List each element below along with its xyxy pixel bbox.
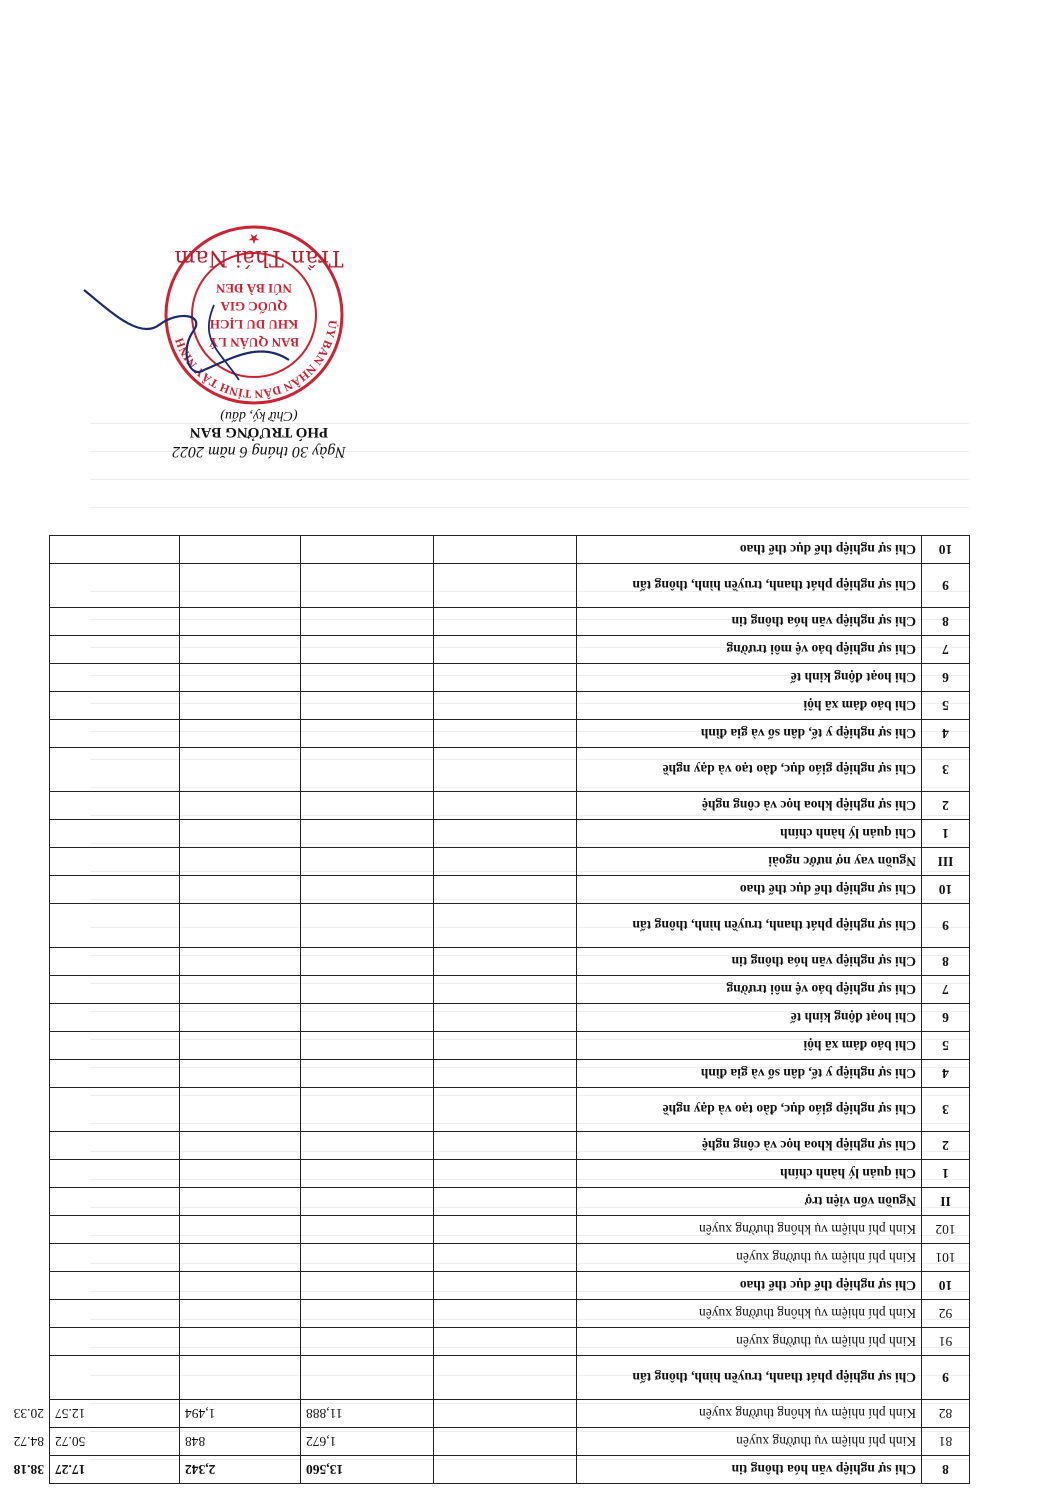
table-row [50,1004,970,1032]
row-name-cell: Chi sự nghiệp bảo vệ môi trường [577,636,922,664]
value-cell [434,1216,577,1244]
row-name-cell: Chi sự nghiệp thể dục thể thao [577,876,922,904]
value-cell [434,1004,577,1032]
value-cell [434,564,577,608]
value-cell [180,1328,301,1356]
value-cell [434,1088,577,1132]
value-cell [434,792,577,820]
value-cell [434,692,577,720]
value-cell [434,1456,577,1484]
row-name-cell: Chi sự nghiệp thể dục thể thao [577,1272,922,1300]
value-cell [434,1356,577,1400]
value-cell [50,1032,180,1060]
table-row [50,948,970,976]
value-cell [434,1132,577,1160]
row-name-cell: Nguồn vay nợ nước ngoài [577,848,922,876]
value-cell [180,1004,301,1032]
budget-table-body [13,536,970,1484]
value-cell [50,948,180,976]
value-cell [301,1300,434,1328]
value-cell [301,664,434,692]
value-cell [301,976,434,1004]
row-name-cell: Chi hoạt động kinh tế [577,664,922,692]
row-number-cell: 81 [922,1428,970,1456]
value-cell [301,1244,434,1272]
value-cell [50,720,180,748]
signer-title: PHÓ TRƯỞNG BAN [189,424,329,440]
value-cell [301,948,434,976]
value-cell [50,1132,180,1160]
seal-line: QUỐC GIA [220,299,288,314]
row-name-cell: Chi sự nghiệp thể dục thể thao [577,536,922,564]
value-cell [50,1188,180,1216]
table-row [50,1328,970,1356]
value-cell [50,608,180,636]
row-name-cell: Chi sự nghiệp y tế, dân số và gia đình [577,1060,922,1088]
row-name-cell: Chi quản lý hành chính [577,1160,922,1188]
value-cell [301,1004,434,1032]
seal-line: BAN QUẢN LÝ [208,335,300,350]
table-row [50,976,970,1004]
table-row [50,1032,970,1060]
value-cell [434,820,577,848]
table-row: 8 Chi sự nghiệp văn hóa thông tin 13,560 2,342 17.27 38.18 [50,1456,970,1484]
value-cell [50,1356,180,1400]
row-number-cell: 7 [922,976,970,1004]
row-number-cell: 101 [922,1244,970,1272]
row-number-cell: 6 [922,664,970,692]
signer-name: Trần Thái Nam [174,245,344,270]
row-number-cell: 4 [922,1060,970,1088]
value-cell [180,1244,301,1272]
value-cell [180,820,301,848]
value-cell [434,904,577,948]
value-cell [301,1188,434,1216]
value-cell [301,904,434,948]
row-name-cell: Chi bảo đảm xã hội [577,1032,922,1060]
value-cell: 2,342 [180,1456,301,1484]
table-row [50,1088,970,1132]
value-cell [434,1244,577,1272]
signature-date: Ngày 30 tháng 6 năm 2022 [172,443,346,460]
value-cell [50,1244,180,1272]
value-cell [180,848,301,876]
seal-ring-text: ỦY BAN NHÂN DÂN TỈNH TÂY NINH [171,319,340,402]
row-name-cell: Chi quản lý hành chính [577,820,922,848]
value-cell [434,1400,577,1428]
row-name-cell: Kinh phí nhiệm vụ không thường xuyên [577,1300,922,1328]
table-row [50,1216,970,1244]
row-number-cell: 9 [922,904,970,948]
value-cell: 1,672 [301,1428,434,1456]
row-number-cell: 92 [922,1300,970,1328]
value-cell [301,1060,434,1088]
value-cell [180,1132,301,1160]
value-cell [50,748,180,792]
row-number-cell: 1 [922,1160,970,1188]
value-cell [180,1160,301,1188]
seal-line: NÚI BÀ ĐEN [216,281,292,296]
row-number-cell: 2 [922,792,970,820]
value-cell [301,848,434,876]
value-cell [50,1004,180,1032]
value-cell [434,1300,577,1328]
ghost-line [90,479,969,480]
value-cell [180,536,301,564]
value-cell [301,1216,434,1244]
handwritten-signature [79,280,299,400]
table-row [50,1132,970,1160]
value-cell [180,1032,301,1060]
value-cell [434,948,577,976]
row-name-cell: Chi sự nghiệp văn hóa thông tin [577,948,922,976]
table-row [50,720,970,748]
table-row [50,608,970,636]
table-row [50,1244,970,1272]
row-number-cell: 2 [922,1132,970,1160]
value-cell [50,1060,180,1088]
table-row [50,820,970,848]
value-cell [50,1328,180,1356]
value-cell [50,792,180,820]
value-cell [434,1160,577,1188]
table-row [50,1300,970,1328]
row-number-cell: 1 [922,820,970,848]
value-cell [180,1060,301,1088]
value-cell [50,1160,180,1188]
row-name-cell: Chi sự nghiệp phát thanh, truyền hình, thông tấn [577,564,922,608]
row-number-cell: 8 [922,1456,970,1484]
value-cell [301,1328,434,1356]
value-cell [301,1356,434,1400]
value-cell [434,608,577,636]
value-cell [301,536,434,564]
table-row [50,564,970,608]
value-cell [301,1272,434,1300]
row-number-cell: 8 [922,608,970,636]
table-row [50,1060,970,1088]
value-cell [180,748,301,792]
row-number-cell: 10 [922,876,970,904]
value-cell [50,820,180,848]
value-cell [50,536,180,564]
table-row [50,876,970,904]
value-cell [301,748,434,792]
row-name-cell: Chi hoạt động kinh tế [577,1004,922,1032]
value-cell [50,1088,180,1132]
row-name-cell: Chi sự nghiệp phát thanh, truyền hình, thông tấn [577,1356,922,1400]
table-row [50,1188,970,1216]
value-cell [50,876,180,904]
row-number-cell: 91 [922,1328,970,1356]
value-cell [301,720,434,748]
value-cell [434,976,577,1004]
row-name-cell: Chi sự nghiệp văn hóa thông tin [577,1456,922,1484]
value-cell [301,1160,434,1188]
value-cell: 50.72 [50,1428,180,1456]
value-cell [434,1188,577,1216]
value-cell: 1,494 [180,1400,301,1428]
row-number-cell: 10 [922,1272,970,1300]
row-name-cell: Kinh phí nhiệm vụ thường xuyên [577,1428,922,1456]
table-row [50,748,970,792]
value-cell: 13,560 [301,1456,434,1484]
table-row [50,904,970,948]
row-name-cell: Chi sự nghiệp khoa học và công nghệ [577,792,922,820]
value-cell [50,1272,180,1300]
signature-block [99,20,419,460]
value-cell [180,976,301,1004]
row-name-cell: Chi sự nghiệp bảo vệ môi trường [577,976,922,1004]
row-number-cell: 102 [922,1216,970,1244]
row-number-cell: 5 [922,1032,970,1060]
value-cell [50,636,180,664]
table-row [50,1356,970,1400]
table-row [50,1160,970,1188]
value-cell [434,664,577,692]
value-cell [180,876,301,904]
row-name-cell: Kinh phí nhiệm vụ thường xuyên [577,1328,922,1356]
row-number-cell: 9 [922,1356,970,1400]
value-cell [434,848,577,876]
value-cell [180,720,301,748]
value-cell [50,564,180,608]
row-name-cell: Chi sự nghiệp phát thanh, truyền hình, thông tấn [577,904,922,948]
row-number-cell: 7 [922,636,970,664]
value-cell [50,1300,180,1328]
value-cell [180,692,301,720]
row-number-cell: 10 [922,536,970,564]
table-row [50,1272,970,1300]
value-cell: 848 [180,1428,301,1456]
value-cell [301,692,434,720]
value-cell [301,564,434,608]
value-cell [50,664,180,692]
value-cell [180,792,301,820]
row-name-cell: Chi sự nghiệp y tế, dân số và gia đình [577,720,922,748]
value-cell [50,904,180,948]
table-row [50,792,970,820]
row-number-cell: 5 [922,692,970,720]
value-cell [434,536,577,564]
value-cell [434,876,577,904]
row-number-cell: 3 [922,748,970,792]
value-cell [434,1428,577,1456]
row-name-cell: Kinh phí nhiệm vụ không thường xuyên [577,1400,922,1428]
row-number-cell: 6 [922,1004,970,1032]
row-number-cell: III [922,848,970,876]
value-cell [180,1272,301,1300]
row-name-cell: Chi sự nghiệp giáo dục, đào tạo và dạy nghề [577,1088,922,1132]
value-cell [301,820,434,848]
value-cell [301,636,434,664]
value-cell [180,1356,301,1400]
table-row [50,664,970,692]
value-cell [434,1060,577,1088]
row-number-cell: 9 [922,564,970,608]
row-number-cell: 8 [922,948,970,976]
value-cell [50,692,180,720]
row-name-cell: Kinh phí nhiệm vụ không thường xuyên [577,1216,922,1244]
value-cell [180,564,301,608]
value-cell [50,976,180,1004]
value-cell [301,1032,434,1060]
value-cell [434,1032,577,1060]
row-name-cell: Kinh phí nhiệm vụ thường xuyên [577,1244,922,1272]
value-cell [434,748,577,792]
budget-table [13,535,970,1484]
table-row [50,536,970,564]
value-cell [434,720,577,748]
value-cell [180,636,301,664]
value-cell [50,848,180,876]
value-cell: 12.57 [50,1400,180,1428]
signature-note: (Chữ ký, dấu) [220,408,298,423]
row-number-cell: II [922,1188,970,1216]
value-cell [301,792,434,820]
value-cell [180,1188,301,1216]
table-row [50,692,970,720]
row-name-cell: Nguồn vốn viện trợ [577,1188,922,1216]
value-cell [301,876,434,904]
value-cell [180,608,301,636]
row-name-cell: Chi sự nghiệp giáo dục, đào tạo và dạy nghề [577,748,922,792]
value-cell [50,1216,180,1244]
value-cell [434,636,577,664]
table-row: 81 Kinh phí nhiệm vụ thường xuyên 1,672 848 50.72 84.72 [50,1428,970,1456]
table-row [50,848,970,876]
row-name-cell: Chi bảo đảm xã hội [577,692,922,720]
value-cell [301,1088,434,1132]
value-cell [301,1132,434,1160]
row-number-cell: 82 [922,1400,970,1428]
value-cell [434,1272,577,1300]
value-cell [301,608,434,636]
value-cell [180,904,301,948]
row-name-cell: Chi sự nghiệp văn hóa thông tin [577,608,922,636]
row-name-cell: Chi sự nghiệp khoa học và công nghệ [577,1132,922,1160]
value-cell [180,664,301,692]
value-cell [180,1300,301,1328]
value-cell [180,948,301,976]
seal-line: KHU DU LỊCH [209,317,299,332]
value-cell [434,1328,577,1356]
row-number-cell: 3 [922,1088,970,1132]
value-cell [180,1216,301,1244]
row-number-cell: 4 [922,720,970,748]
table-row [50,636,970,664]
value-cell [180,1088,301,1132]
value-cell: 17.27 [50,1456,180,1484]
seal-star: ★ [247,230,261,245]
value-cell: 11,888 [301,1400,434,1428]
ghost-line [90,507,969,508]
table-row: 82 Kinh phí nhiệm vụ không thường xuyên 11,888 1,494 12.57 20.33 [50,1400,970,1428]
